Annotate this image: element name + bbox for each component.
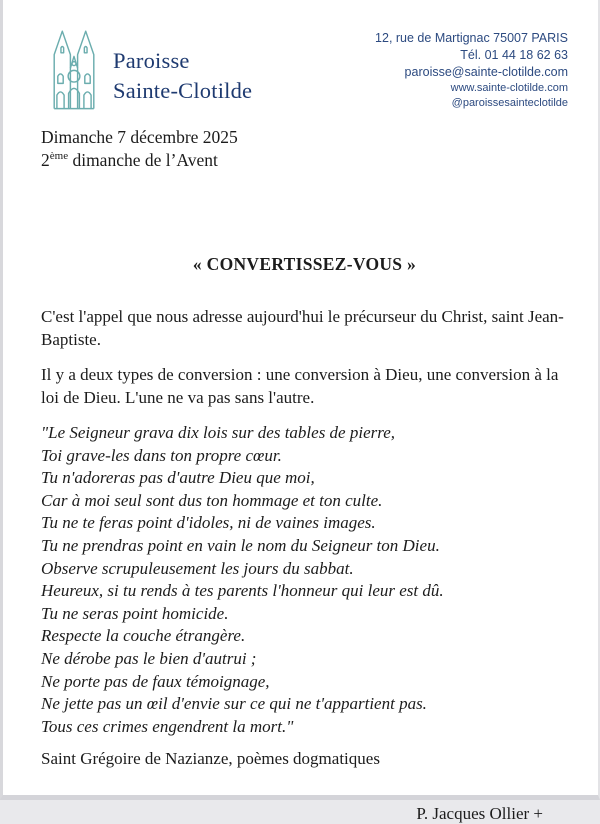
bulletin-body [41,254,568,824]
poem-line: "Le Seigneur grava dix lois sur des tables de pierre, [41,423,396,442]
body-paragraph: Il y a deux types de conversion : une conversion à Dieu, une conversion à la loi de Dieu. L'une ne va pas sans l'autre. [41,365,559,407]
sunday-label: dimanche de l’Avent [68,150,218,170]
sunday-ordinal: ème [49,150,69,163]
org-name-line1: Paroisse [113,48,190,73]
contact-block [375,30,568,111]
organization-name [113,46,252,106]
poem-line: Observe scrupuleusement les jours du sabbat. [41,558,354,578]
date-line: Dimanche 7 décembre 2025 [41,127,238,147]
poem-line: Tu ne te feras point d'idoles, ni de vaines images. [41,513,376,533]
contact-social-handle: @paroissesainteclotilde [451,97,568,109]
poem-line: Tu ne seras point homicide. [41,603,229,623]
poem-line: Car à moi seul sont dus ton hommage et ton culte. [41,490,383,510]
poem-line: Heureux, si tu rends à tes parents l'honneur qui leur est dû. [41,581,444,601]
contact-website: www.sainte-clotilde.com [450,82,568,94]
contact-phone: Tél. 01 44 18 62 63 [460,48,568,62]
date-block [41,126,568,172]
poem-line: Ne dérobe pas le bien d'autrui ; [41,648,257,668]
poem-quote [41,422,568,738]
contact-address: 12, rue de Martignac 75007 PARIS [375,31,568,45]
poem-line: Tu ne prendras point en vain le nom du Seigneur ton Dieu. [41,535,440,555]
letterhead [41,24,568,114]
quote-attribution: Saint Grégoire de Nazianze, poèmes dogmatiques [41,749,380,769]
contact-email: paroisse@sainte-clotilde.com [404,65,568,79]
poem-line: Ne jette pas un œil d'envie sur ce qui ne t'appartient pas. [41,694,427,714]
article-title: « CONVERTISSEZ-VOUS » [192,254,417,274]
poem-line: Tu n'adoreras pas d'autre Dieu que moi, [41,468,315,488]
poem-line: Respecte la couche étrangère. [41,626,246,646]
org-name-line2: Sainte-Clotilde [113,78,253,103]
poem-line: Ne porte pas de faux témoignage, [41,671,270,691]
poem-line: Toi grave-les dans ton propre cœur. [41,445,282,465]
signature: P. Jacques Ollier + [416,804,543,824]
parish-logo [47,24,101,114]
liturgical-sunday-line [41,149,568,172]
church-basilica-icon [47,24,101,114]
sunday-number: 2 [41,150,50,170]
intro-paragraphs [41,306,568,409]
body-paragraph: C'est l'appel que nous adresse aujourd'hui le précurseur du Christ, saint Jean-Baptiste. [41,307,564,349]
poem-line: Tous ces crimes engendrent la mort." [41,716,294,736]
